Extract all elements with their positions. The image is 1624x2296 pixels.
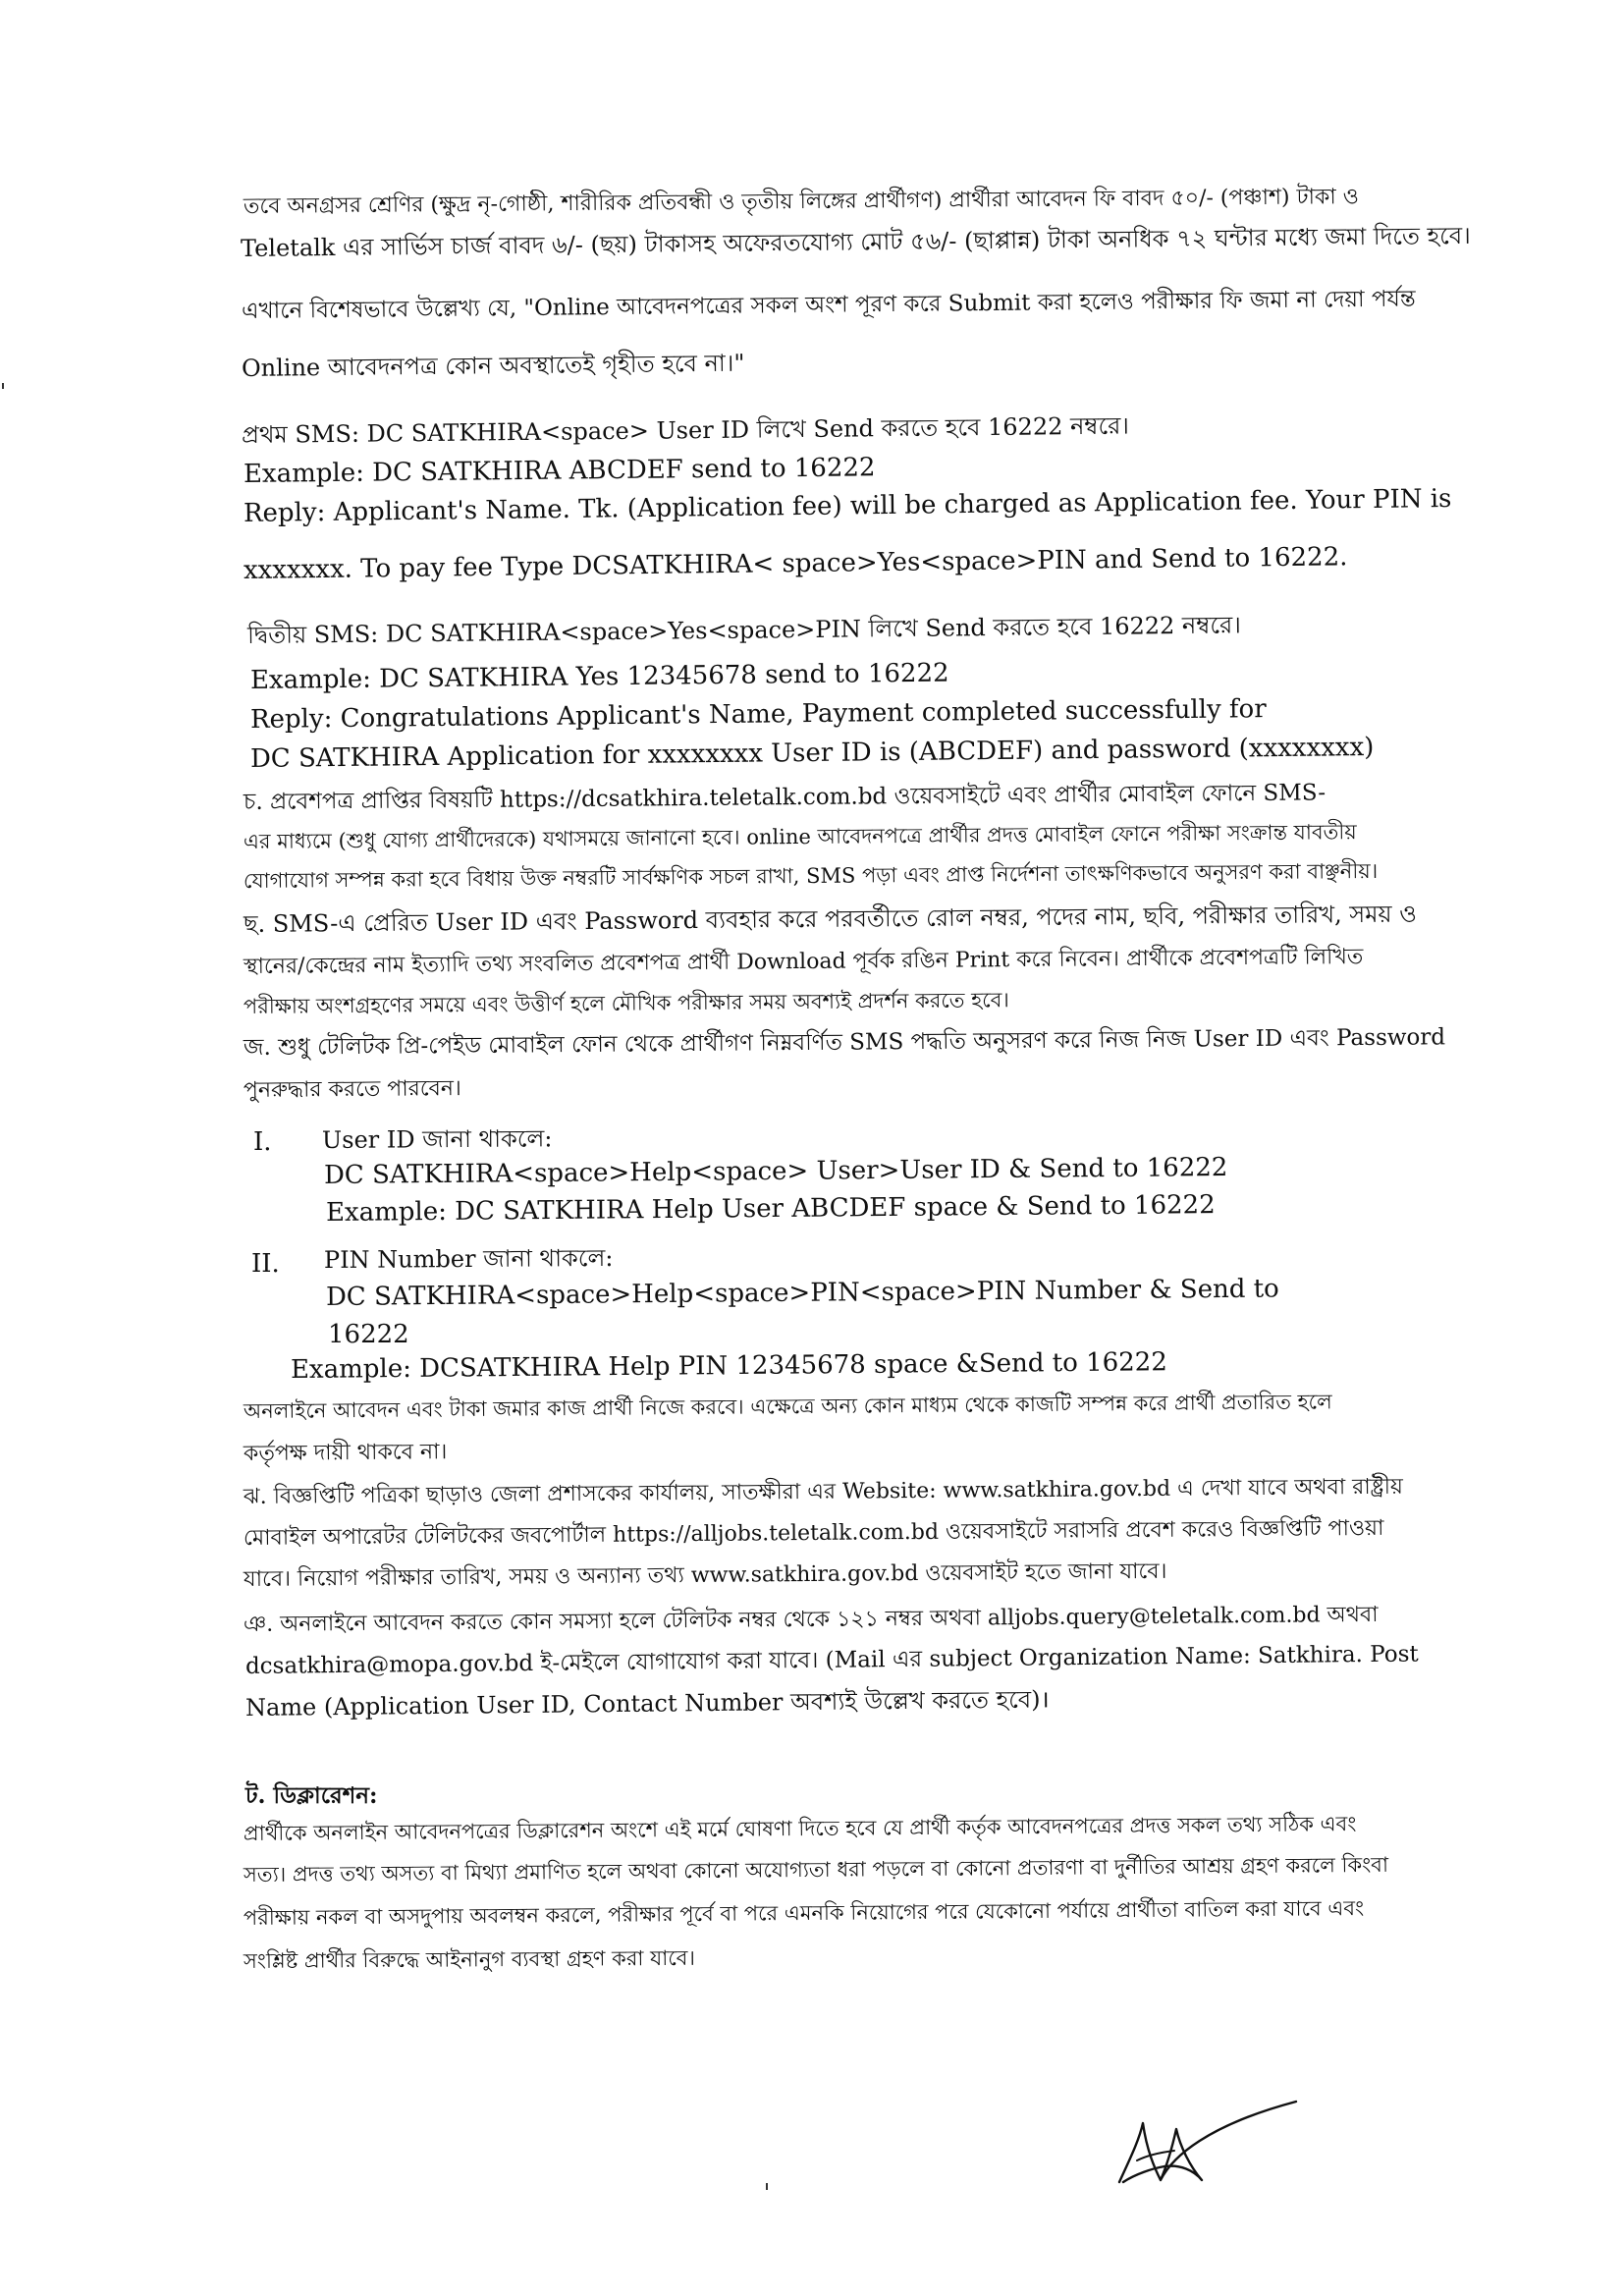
sms1-reply-1: Reply: Applicant's Name. Tk. (Application fee) will be charged as Application fee. Your PIN is: [243, 483, 1452, 528]
item-one-example: Example: DC SATKHIRA Help User ABCDEF space & Send to 16222: [325, 1190, 1216, 1228]
note-line-2: Online আবেদনপত্র কোন অবস্থাতেই গৃহীত হবে না।": [241, 349, 745, 382]
section-chha-line-1: ছ. SMS-এ প্রেরিত User ID এবং Password ব্যবহার করে পরবর্তীতে রোল নম্বর, পদের নাম, ছবি, পরীক্ষার তারিখ, সময় ও: [243, 900, 1418, 938]
online-note-line-2: কর্তৃপক্ষ দায়ী থাকবে না।: [243, 1440, 448, 1466]
sms2-example: Example: DC SATKHIRA Yes 12345678 send to 16222: [249, 658, 949, 695]
section-cha-line-3: যোগাযোগ সম্পন্ন করা হবে বিধায় উক্ত নম্বরটি সার্বক্ষণিক সচল রাখা, SMS পড়া এবং প্রাপ্ত নির্দেশনা তাৎক্ষণিকভাবে অনুসরণ করা বাঞ্ছনীয়।: [243, 858, 1379, 893]
sms2-reply-1: Reply: Congratulations Applicant's Name, Payment completed successfully for: [249, 694, 1267, 735]
section-chha-line-2: স্থানের/কেন্দ্রের নাম ইত্যাদি তথ্য সংবলিত প্রবেশপত্র প্রার্থী Download পূর্বক রঙিন Print করে নিবেন। প্রার্থীকে প্রবেশপত্রটি লিখিত: [243, 945, 1364, 979]
declaration-line-1: প্রার্থীকে অনলাইন আবেদনপত্রের ডিক্লারেশন অংশে এই মর্মে ঘোষণা দিতে হবে যে প্রার্থী কর্তৃক আবেদনপত্রের প্রদত্ত সকল তথ্য সঠিক এবং: [243, 1812, 1357, 1845]
section-jhaw-line-3: যাবে। নিয়োগ পরীক্ষার তারিখ, সময় ও অন্যান্য তথ্য www.satkhira.gov.bd ওয়েবসাইট হতে জানা যাবে।: [243, 1558, 1167, 1592]
item-two-heading: PIN Number জানা থাকলে:: [323, 1243, 614, 1274]
section-jhaw-line-1: ঝ. বিজ্ঞপ্তিটি পত্রিকা ছাড়াও জেলা প্রশাসকের কার্যালয়, সাতক্ষীরা এর Website: www.satkhira.gov.bd এ দেখা যাবে অথবা রাষ্ট্রীয়: [243, 1474, 1404, 1509]
sms1-instruction: প্রথম SMS: DC SATKHIRA<space> User ID লিখে Send করতে হবে 16222 নম্বরে।: [241, 411, 1130, 449]
item-one-command: DC SATKHIRA<space>Help<space> User>User ID & Send to 16222: [323, 1152, 1228, 1190]
note-line-1: এখানে বিশেষভাবে উল্লেখ্য যে, "Online আবেদনপত্রের সকল অংশ পূরণ করে Submit করা হলেও পরীক্ষার ফি জমা না দেয়া পর্যন্ত: [241, 286, 1416, 324]
section-nya-line-2: dcsatkhira@mopa.gov.bd ই-মেইলে যোগাযোগ করা যাবে। (Mail এর subject Organization Name: Satkhira. Post: [244, 1641, 1419, 1679]
item-two-command: DC SATKHIRA<space>Help<space>PIN<space>PIN Number & Send to: [325, 1274, 1279, 1312]
item-two-example: Example: DCSATKHIRA Help PIN 12345678 space &Send to 16222: [290, 1347, 1167, 1385]
section-nya-line-1: ঞ. অনলাইনে আবেদন করতে কোন সমস্যা হলে টেলিটক নম্বর থেকে ১২১ নম্বর অথবা alljobs.query@teletalk.com.bd অথবা: [243, 1602, 1379, 1637]
section-jha-line-2: পুনরুদ্ধার করতে পারবেন।: [243, 1076, 461, 1103]
handwritten-signature: [1100, 2092, 1306, 2190]
item-one-numeral: I.: [253, 1127, 272, 1157]
declaration-line-2: সত্য। প্রদত্ত তথ্য অসত্য বা মিথ্যা প্রমাণিত হলে অথবা কোনো অযোগ্যতা ধরা পড়লে বা কোনো প্রতারণা বা দুর্নীতির আশ্রয় গ্রহণ করলে কিংবা: [243, 1852, 1389, 1886]
section-jha-line-1: জ. শুধু টেলিটক প্রি-পেইড মোবাইল ফোন থেকে প্রার্থীগণ নিম্নবর্ণিত SMS পদ্ধতি অনুসরণ করে নিজ নিজ User ID এবং Password: [243, 1024, 1446, 1061]
section-jhaw-line-2: মোবাইল অপারেটর টেলিটকের জবপোর্টাল https://alljobs.teletalk.com.bd ওয়েবসাইটে সরাসরি প্রবেশ করেও বিজ্ঞপ্তিটি পাওয়া: [243, 1515, 1384, 1551]
section-nya-line-3: Name (Application User ID, Contact Number অবশ্যই উল্লেখ করতে হবে)।: [244, 1685, 1050, 1722]
sms2-reply-2: DC SATKHIRA Application for xxxxxxxx User ID is (ABCDEF) and password (xxxxxxxx): [249, 733, 1375, 774]
fee-line-1: তবে অনগ্রসর শ্রেণির (ক্ষুদ্র নৃ-গোষ্ঠী, শারীরিক প্রতিবন্ধী ও তৃতীয় লিঙ্গের প্রার্থীগণ) প্রার্থীরা আবেদন ফি বাবদ ৫০/- (পঞ্চাশ) টাকা ও: [243, 185, 1360, 219]
section-cha-line-2: এর মাধ্যমে (শুধু যোগ্য প্রার্থীদেরকে) যথাসময়ে জানানো হবে। online আবেদনপত্রে প্রার্থীর প্রদত্ত মোবাইল ফোনে পরীক্ষা সংক্রান্ত যাবতীয়: [243, 820, 1357, 853]
edge-mark: [2, 383, 4, 389]
fee-line-2: Teletalk এর সার্ভিস চার্জ বাবদ ৬/- (ছয়) টাকাসহ অফেরতযোগ্য মোট ৫৬/- (ছাপ্পান্ন) টাকা অনধিক ৭২ ঘন্টার মধ্যে জমা দিতে হবে।: [240, 221, 1471, 262]
sms1-example: Example: DC SATKHIRA ABCDEF send to 16222: [243, 453, 876, 489]
declaration-line-4: সংশ্লিষ্ট প্রার্থীর বিরুদ্ধে আইনানুগ ব্যবস্থা গ্রহণ করা যাবে।: [243, 1945, 696, 1973]
item-one-heading: User ID জানা থাকলে:: [321, 1124, 553, 1154]
sms1-reply-2: xxxxxxx. To pay fee Type DCSATKHIRA< space>Yes<space>PIN and Send to 16222.: [243, 542, 1348, 585]
online-note-line-1: অনলাইনে আবেদন এবং টাকা জমার কাজ প্রার্থী নিজে করবে। এক্ষেত্রে অন্য কোন মাধ্যম থেকে কাজটি সম্পন্ন করে প্রার্থী প্রতারিত হলে: [243, 1390, 1332, 1423]
declaration-heading: ট. ডিক্লারেশন:: [245, 1782, 378, 1809]
sms2-instruction: দ্বিতীয় SMS: DC SATKHIRA<space>Yes<space>PIN লিখে Send করতে হবে 16222 নম্বরে।: [246, 611, 1241, 649]
item-two-numeral: II.: [251, 1249, 280, 1279]
section-chha-line-3: পরীক্ষায় অংশগ্রহণের সময়ে এবং উত্তীর্ণ হলে মৌখিক পরীক্ষার সময় অবশ্যই প্রদর্শন করতে হবে।: [243, 988, 1009, 1018]
declaration-line-3: পরীক্ষায় নকল বা অসদুপায় অবলম্বন করলে, পরীক্ষার পূর্বে বা পরে এমনকি নিয়োগের পরে যেকোনো পর্যায়ে প্রার্থীতা বাতিল করা যাবে এবং: [243, 1896, 1365, 1930]
section-cha-line-1: চ. প্রবেশপত্র প্রাপ্তির বিষয়টি https://dcsatkhira.teletalk.com.bd ওয়েবসাইটে এবং প্রার্থীর মোবাইল ফোনে SMS-: [243, 780, 1326, 815]
stray-mark: [766, 2183, 768, 2190]
item-two-command-number: 16222: [328, 1320, 409, 1349]
